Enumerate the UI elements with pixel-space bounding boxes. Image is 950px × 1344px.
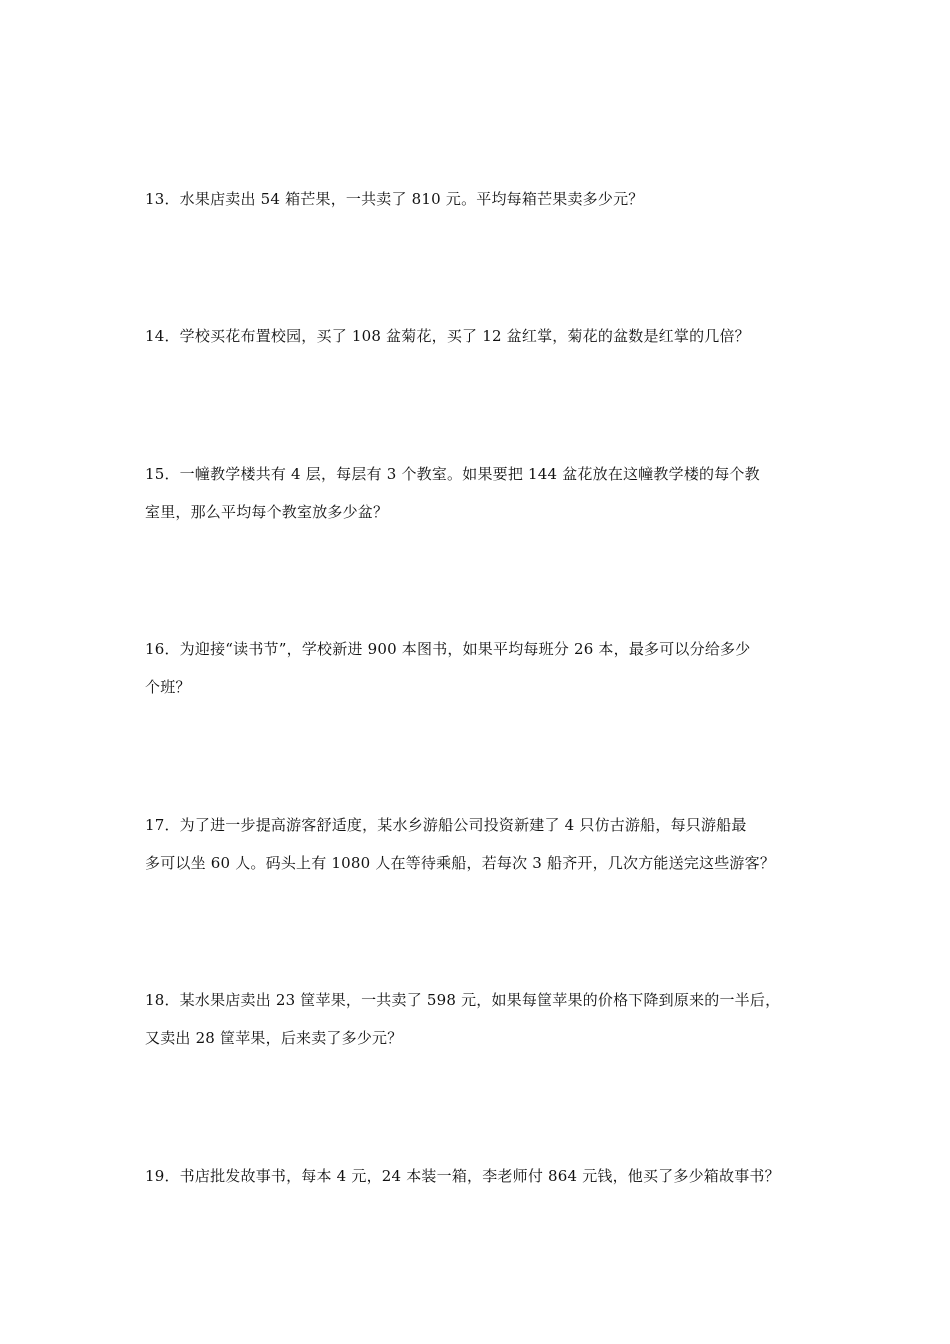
- question-19-line-1: 19．书店批发故事书，每本 4 元，24 本装一箱，李老师付 864 元钱，他买了多少箱故事书？: [145, 1167, 780, 1185]
- question-17-line-2: 多可以坐 60 人。码头上有 1080 人在等待乘船，若每次 3 船齐开，几次方能送完这些游客？: [145, 854, 776, 872]
- question-17-line-1: 17．为了进一步提高游客舒适度，某水乡游船公司投资新建了 4 只仿古游船，每只游船最: [145, 816, 747, 834]
- question-16: [145, 630, 815, 706]
- question-18-line-2: 又卖出 28 筐苹果，后来卖了多少元？: [145, 1029, 403, 1047]
- question-18: [145, 981, 815, 1057]
- question-13-line-1: 13．水果店卖出 54 箱芒果，一共卖了 810 元。平均每箱芒果卖多少元？: [145, 190, 644, 208]
- question-15-line-1: 15．一幢教学楼共有 4 层，每层有 3 个教室。如果要把 144 盆花放在这幢教学楼的每个教: [145, 465, 760, 483]
- question-14-line-1: 14．学校买花布置校园，买了 108 盆菊花，买了 12 盆红掌，菊花的盆数是红掌的几倍？: [145, 327, 750, 345]
- question-17: [145, 806, 815, 882]
- question-19: [145, 1157, 815, 1195]
- question-16-line-1: 16．为迎接“读书节”，学校新进 900 本图书，如果平均每班分 26 本，最多可以分给多少: [145, 640, 751, 658]
- question-16-line-2: 个班？: [145, 678, 191, 696]
- question-15: [145, 455, 815, 531]
- question-15-line-2: 室里，那么平均每个教室放多少盆？: [145, 503, 389, 521]
- question-14: [145, 317, 815, 355]
- question-13: [145, 180, 815, 218]
- question-18-line-1: 18．某水果店卖出 23 筐苹果，一共卖了 598 元，如果每筐苹果的价格下降到原来的一半后，: [145, 991, 781, 1009]
